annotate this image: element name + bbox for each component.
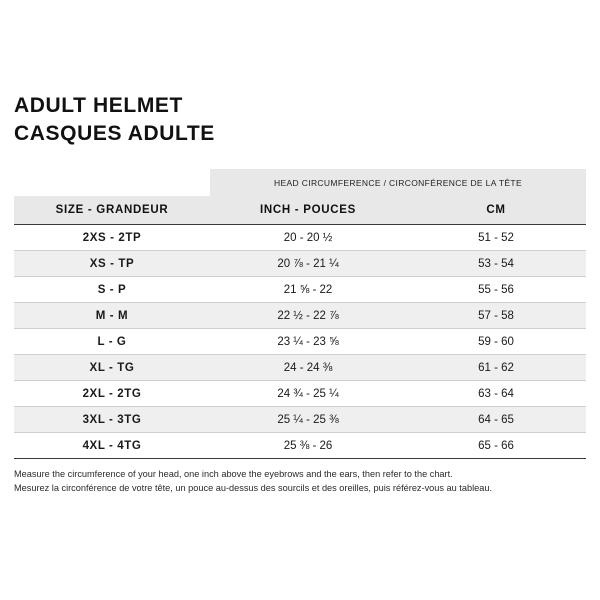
note-english: Measure the circumference of your head, one inch above the eyebrows and the ears, then refer to the chart.: [14, 469, 453, 480]
cell-cm: 63 - 64: [406, 381, 586, 407]
cell-inch: 24 - 24 ⅜: [210, 355, 406, 381]
table-row: [14, 433, 586, 459]
table-row: [14, 329, 586, 355]
cell-cm: 61 - 62: [406, 355, 586, 381]
cell-inch: 24 ¾ - 25 ¼: [210, 381, 406, 407]
table-body: [14, 225, 586, 459]
cell-inch: 25 ¼ - 25 ⅜: [210, 407, 406, 433]
cell-size: XS - TP: [14, 251, 210, 277]
measurement-notes: [14, 468, 586, 496]
table-column-header-row: [14, 196, 586, 225]
title-line-english: ADULT HELMET: [14, 94, 183, 117]
column-header-inch: INCH - POUCES: [210, 196, 406, 225]
cell-size: 2XL - 2TG: [14, 381, 210, 407]
cell-cm: 51 - 52: [406, 225, 586, 251]
cell-size: XL - TG: [14, 355, 210, 381]
cell-inch: 22 ½ - 22 ⅞: [210, 303, 406, 329]
cell-size: S - P: [14, 277, 210, 303]
table-row: [14, 381, 586, 407]
cell-inch: 20 ⅞ - 21 ¼: [210, 251, 406, 277]
cell-size: 3XL - 3TG: [14, 407, 210, 433]
table-row: [14, 303, 586, 329]
cell-size: 2XS - 2TP: [14, 225, 210, 251]
cell-inch: 21 ⅝ - 22: [210, 277, 406, 303]
table-row: [14, 277, 586, 303]
table-row: [14, 407, 586, 433]
cell-inch: 20 - 20 ½: [210, 225, 406, 251]
column-header-cm: CM: [406, 196, 586, 225]
table-row: [14, 251, 586, 277]
table-row: [14, 355, 586, 381]
cell-cm: 55 - 56: [406, 277, 586, 303]
span-header-empty-cell: [14, 169, 210, 196]
page-title: [14, 92, 586, 147]
size-chart-table: [14, 169, 586, 459]
cell-size: 4XL - 4TG: [14, 433, 210, 459]
cell-cm: 64 - 65: [406, 407, 586, 433]
cell-cm: 53 - 54: [406, 251, 586, 277]
note-french: Mesurez la circonférence de votre tête, un pouce au-dessus des sourcils et des oreilles, puis référez-vous au tableau.: [14, 483, 493, 494]
cell-size: L - G: [14, 329, 210, 355]
head-circumference-header: HEAD CIRCUMFERENCE / CIRCONFÉRENCE DE LA TÊTE: [210, 169, 586, 196]
cell-inch: 25 ⅜ - 26: [210, 433, 406, 459]
cell-cm: 59 - 60: [406, 329, 586, 355]
title-line-french: CASQUES ADULTE: [14, 121, 215, 145]
cell-inch: 23 ¼ - 23 ⅝: [210, 329, 406, 355]
cell-cm: 65 - 66: [406, 433, 586, 459]
table-row: [14, 225, 586, 251]
cell-cm: 57 - 58: [406, 303, 586, 329]
table-span-header-row: [14, 169, 586, 196]
cell-size: M - M: [14, 303, 210, 329]
column-header-size: SIZE - GRANDEUR: [14, 196, 210, 225]
